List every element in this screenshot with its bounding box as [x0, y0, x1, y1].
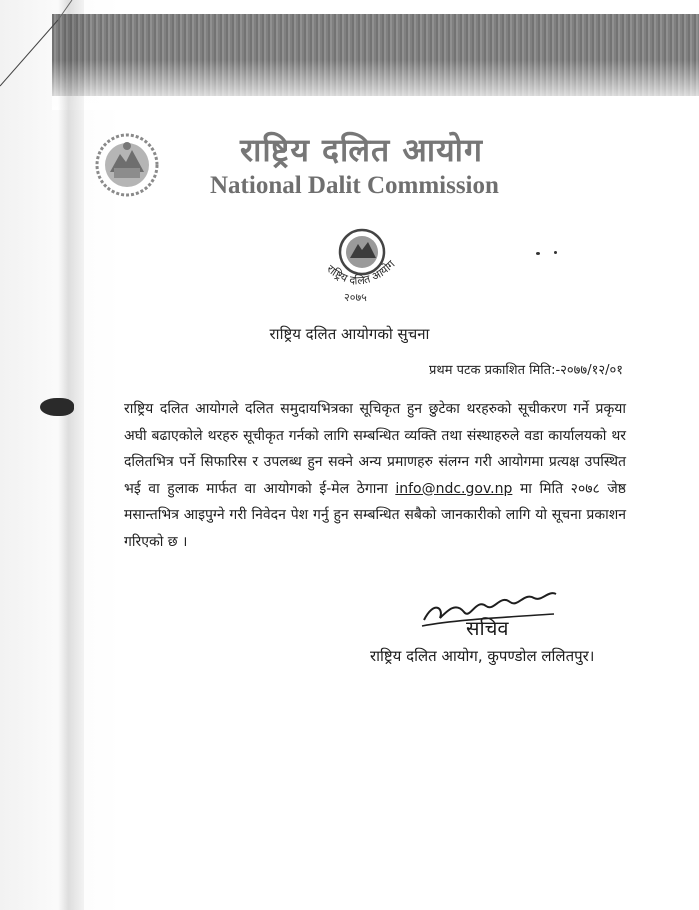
nepal-emblem-logo: [92, 128, 162, 202]
signatory-title: सचिव: [466, 616, 509, 640]
header-title-english: National Dalit Commission: [210, 172, 499, 199]
stamp-year: २०७५: [344, 291, 367, 304]
binding-edge-shadow: [58, 0, 84, 910]
notice-body: [124, 396, 626, 555]
notice-body-part-1: राष्ट्रिय दलित आयोगले दलित समुदायभित्रका सूचिकृत हुन छुटेका थरहरुको सूचीकरण गर्ने प्रकृया अघी बढाएकोले थरहरु सूचीकृत गर्नको लागि सम्बन्धित व्यक्ति तथा संस्थाहरुले वडा कार्यालयको थर दलितभित्र पर्ने सिफारिस र उपलब्ध हुन सक्ने अन्य प्रमाणहरु संलग्न गरी आयोगमा प्रत्यक्ष उपस्थित भई वा हुलाक मार्फत वा आयोगको ई-मेल ठेगाना: [124, 401, 626, 497]
office-address: राष्ट्रिय दलित आयोग, कुपण्डोल ललितपुर।: [370, 647, 595, 665]
scan-shadow-fade: [52, 60, 699, 110]
stamp-text: राष्ट्रिय दलित आयोग: [324, 257, 398, 288]
header-title-nepali: राष्ट्रिय दलित आयोग: [240, 131, 483, 169]
binder-hole-mark: [40, 398, 74, 416]
email-link[interactable]: info@ndc.gov.np: [395, 480, 513, 497]
publication-date: प्रथम पटक प्रकाशित मिति:-२०७७/१२/०१: [429, 363, 623, 378]
corner-fold-line: [0, 0, 80, 90]
notice-title: राष्ट्रिय दलित आयोगको सुचना: [269, 325, 430, 343]
scan-speck: [536, 252, 540, 255]
notice-body-part-2: मा मिति २०७८ जेष्ठ मसान्तभित्र आइपुग्ने गरी निवेदन पेश गर्नु हुन सम्बन्धित सबैको जानकारीको लागि यो सूचना प्रकाशन गरिएको छ ।: [124, 480, 627, 550]
scan-speck: [554, 251, 557, 254]
